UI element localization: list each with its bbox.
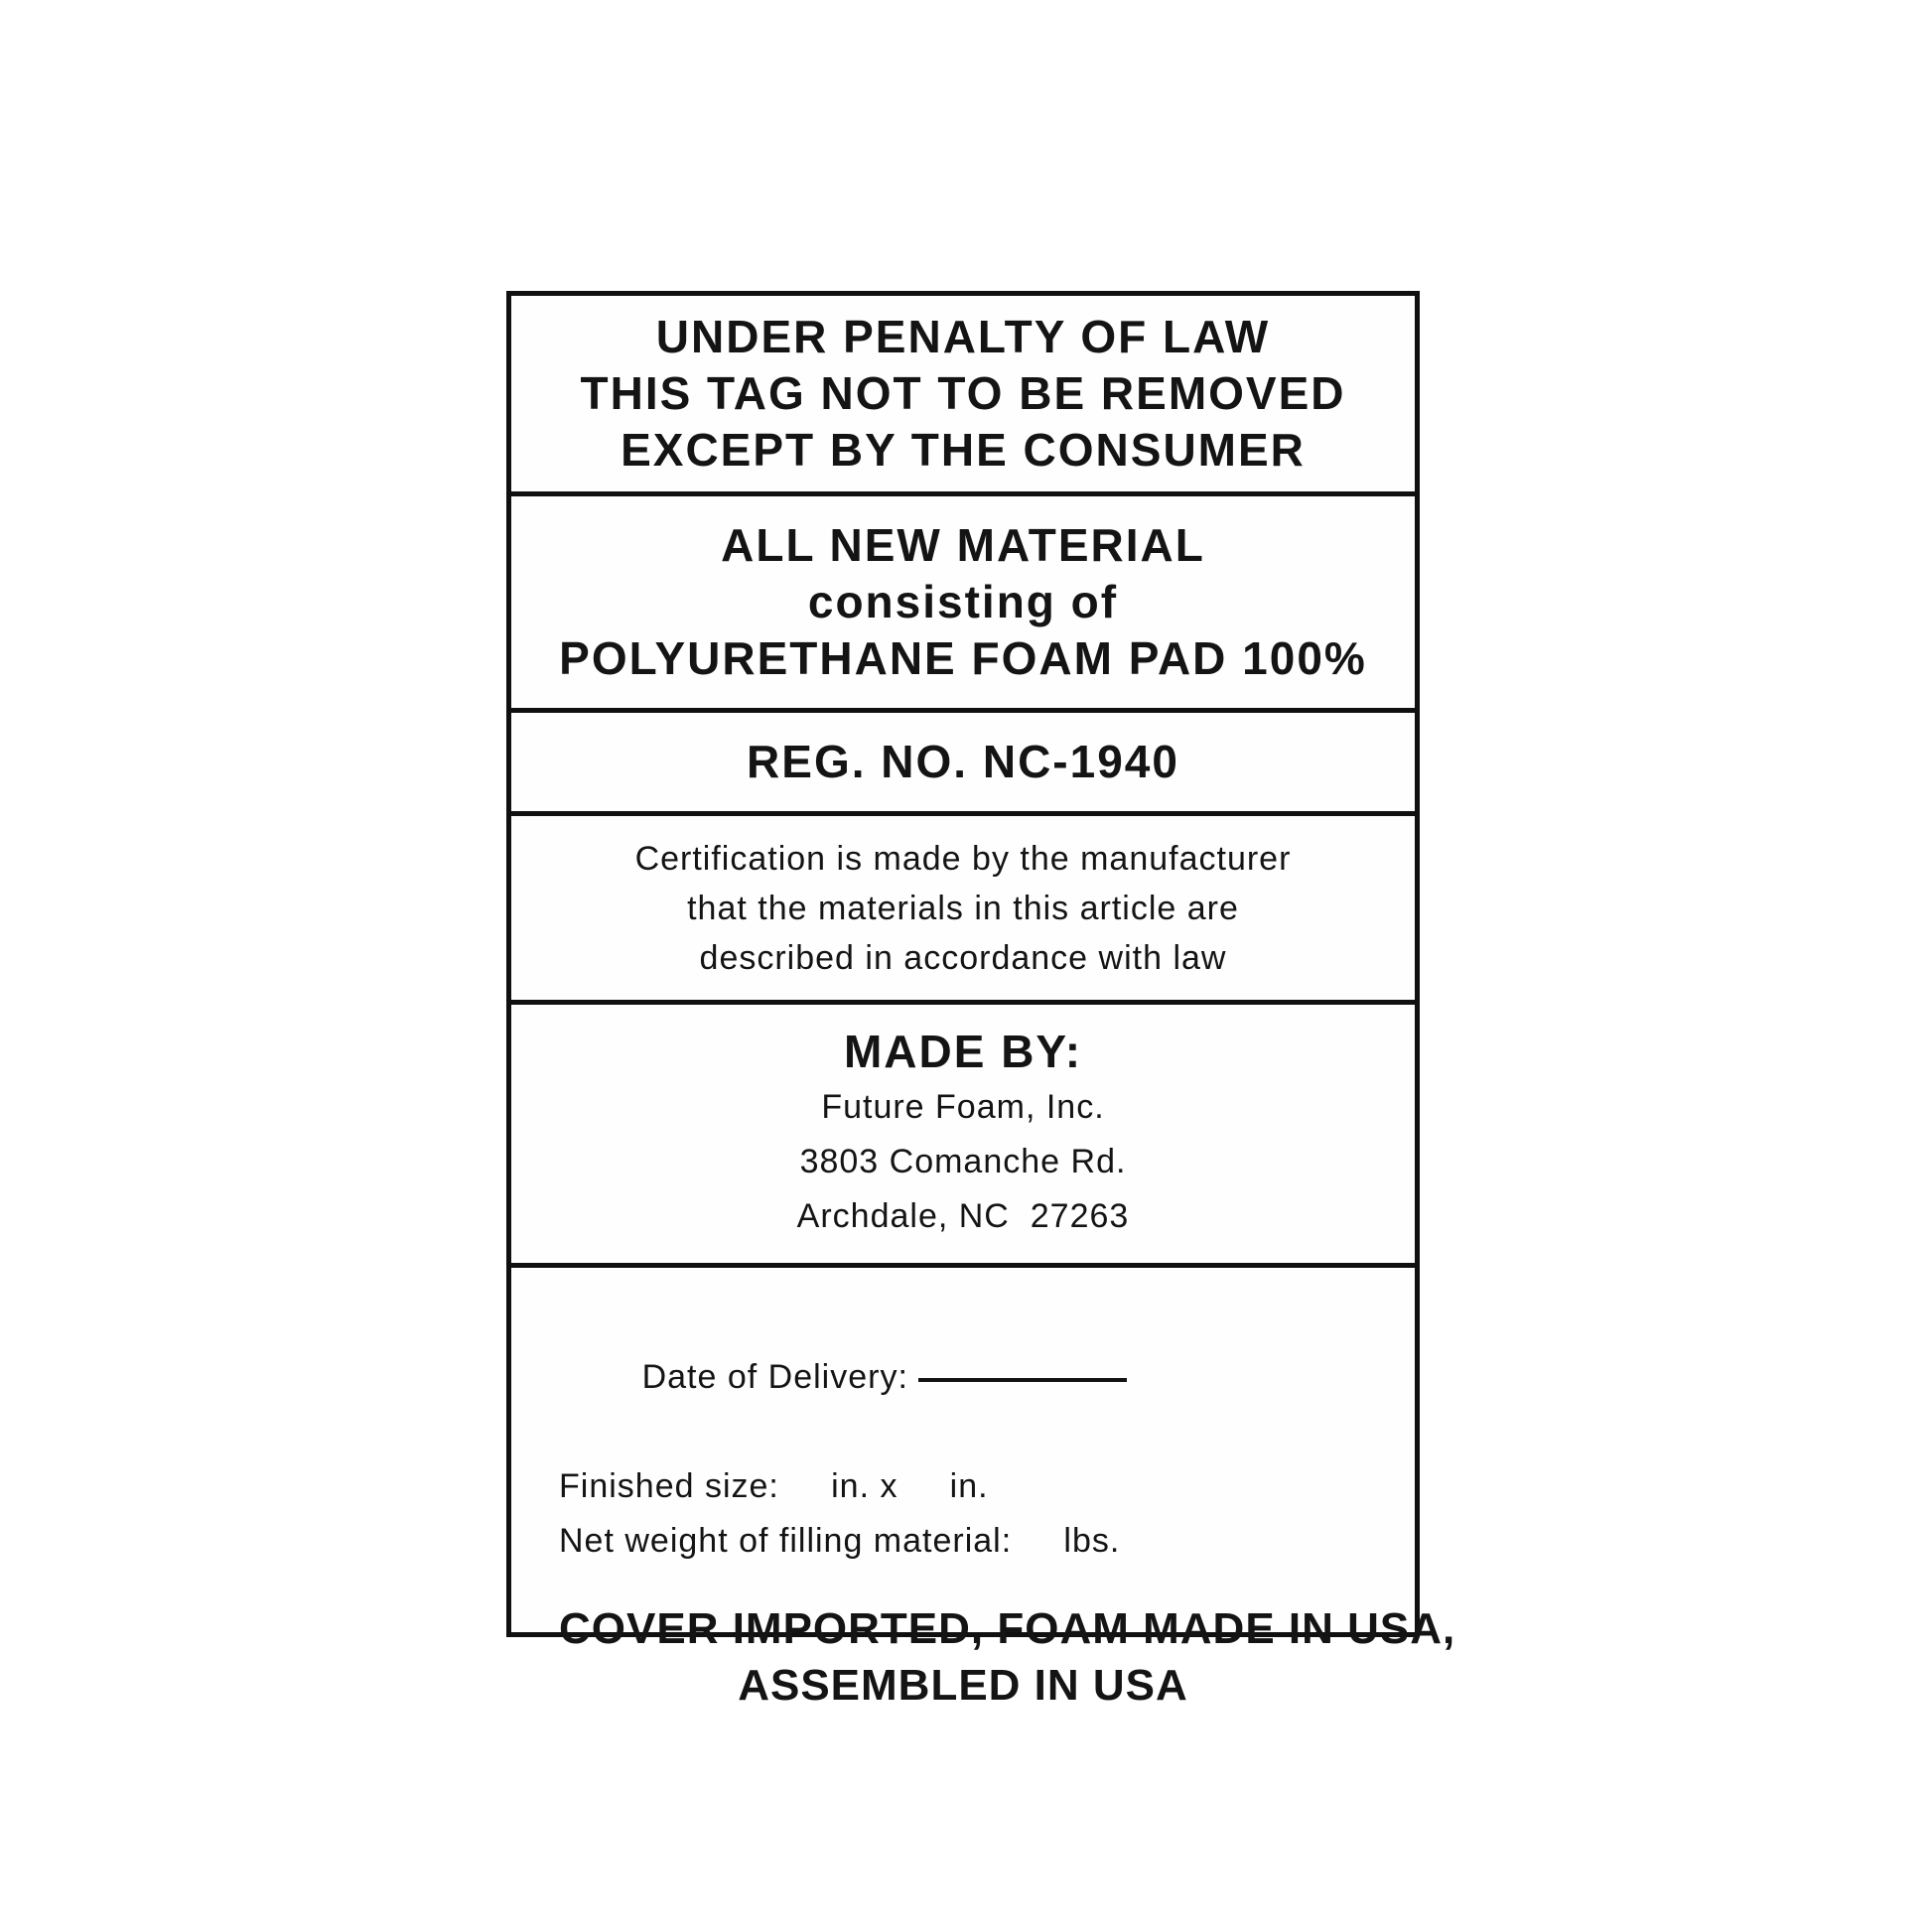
date-of-delivery-label: Date of Delivery:: [641, 1358, 908, 1396]
material-line-3: POLYURETHANE FOAM PAD 100%: [559, 632, 1367, 684]
penalty-section: [511, 296, 1415, 496]
certification-section: [511, 816, 1415, 1005]
penalty-line-2: THIS TAG NOT TO BE REMOVED: [580, 367, 1346, 419]
certification-line-3: described in accordance with law: [699, 938, 1227, 977]
net-weight-row: Net weight of filling material: lbs.: [559, 1522, 1121, 1560]
certification-line-2: that the materials in this article are: [687, 889, 1239, 927]
manufacturer-city-state-zip: Archdale, NC 27263: [796, 1197, 1130, 1235]
origin-statement: [559, 1600, 1456, 1714]
origin-line-2: ASSEMBLED IN USA: [738, 1661, 1188, 1710]
date-of-delivery-blank-line: [918, 1377, 1127, 1382]
material-line-1: ALL NEW MATERIAL: [721, 519, 1205, 571]
law-tag-label: [506, 291, 1456, 1710]
registration-section: [511, 713, 1415, 816]
finished-size-row: Finished size: in. x in.: [559, 1467, 989, 1505]
material-section: [511, 496, 1415, 713]
material-line-2: consisting of: [807, 576, 1119, 627]
certification-line-1: Certification is made by the manufacturer: [634, 839, 1292, 878]
penalty-line-3: EXCEPT BY THE CONSUMER: [621, 424, 1306, 476]
origin-line-1: COVER IMPORTED, FOAM MADE IN USA,: [559, 1604, 1456, 1653]
details-section: [511, 1268, 1456, 1710]
date-of-delivery-row: [559, 1296, 1415, 1459]
made-by-section: [511, 1005, 1415, 1268]
manufacturer-name: Future Foam, Inc.: [821, 1088, 1105, 1126]
registration-number: REG. NO. NC-1940: [747, 736, 1179, 787]
manufacturer-street: 3803 Comanche Rd.: [799, 1143, 1127, 1180]
made-by-heading: MADE BY:: [843, 1026, 1083, 1077]
penalty-line-1: UNDER PENALTY OF LAW: [655, 311, 1271, 362]
